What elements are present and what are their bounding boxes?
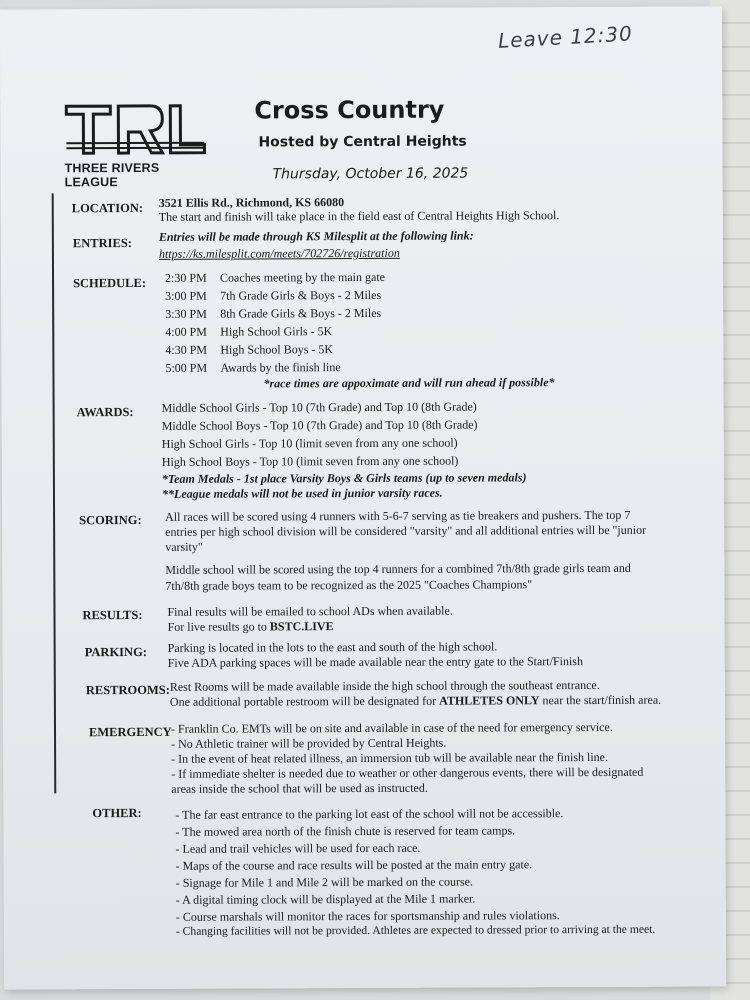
location-detail: The start and finish will take place in the field east of Central Heights High School. bbox=[158, 208, 560, 224]
league-logo bbox=[64, 103, 209, 190]
schedule-event: Awards by the finish line bbox=[220, 360, 341, 375]
page-subtitle: Hosted by Central Heights bbox=[258, 133, 467, 151]
entries-link[interactable]: https://ks.milesplit.com/meets/702726/registration bbox=[158, 245, 400, 261]
emergency-label: EMERGENCY bbox=[88, 724, 172, 740]
schedule-event: Coaches meeting by the main gate bbox=[220, 269, 386, 285]
results-text: For live results go to BSTC.LIVE bbox=[167, 619, 334, 634]
flyer-page bbox=[0, 6, 726, 989]
scoring-text: Middle school will be scored using the top 4 runners for a combined 7th/8th grade girls team and bbox=[165, 560, 631, 577]
other-item: - A digital timing clock will be displayed at the Mile 1 marker. bbox=[175, 891, 476, 907]
other-item: - The far east entrance to the parking lot east of the school will not be accessible. bbox=[175, 806, 564, 822]
league-name: THREE RIVERS LEAGUE bbox=[64, 160, 160, 190]
other-item: - Changing facilities will not be provided. Athletes are expected to dressed prior to arriving at the meet. bbox=[175, 922, 656, 938]
award-line: High School Boys - Top 10 (limit seven from any one school) bbox=[161, 453, 459, 469]
entries-text: Entries will be made through KS Milesplit at the following link: bbox=[158, 228, 474, 244]
location-label: LOCATION: bbox=[71, 200, 144, 216]
emergency-text: - In the event of heat related illness, an immersion tub will be available near the finish line. bbox=[171, 749, 609, 766]
results-label: RESULTS: bbox=[82, 607, 143, 623]
schedule-time: 4:30 PM bbox=[165, 342, 208, 357]
other-item: - The mowed area north of the finish chute is reserved for team camps. bbox=[175, 823, 516, 839]
restrooms-label: RESTROOMS: bbox=[85, 682, 170, 698]
award-line: Middle School Boys - Top 10 (7th Grade) and Top 10 (8th Grade) bbox=[161, 417, 478, 433]
schedule-time: 3:00 PM bbox=[165, 288, 207, 303]
other-item: - Maps of the course and race results will be posted at the main entry gate. bbox=[175, 857, 533, 873]
left-rule bbox=[52, 193, 57, 793]
handwritten-note: Leave 12:30 bbox=[497, 21, 634, 53]
parking-label: PARKING: bbox=[84, 644, 147, 660]
restrooms-text: Rest Rooms will be made available inside the high school through the southeast entrance. bbox=[169, 677, 600, 694]
page-title: Cross Country bbox=[254, 95, 445, 125]
other-item: - Signage for Mile 1 and Mile 2 will be marked on the course. bbox=[175, 874, 473, 890]
location-address: 3521 Ellis Rd., Richmond, KS 66080 bbox=[158, 195, 345, 210]
meet-date: Thursday, October 16, 2025 bbox=[272, 165, 469, 183]
award-note: **League medals will not be used in junior varsity races. bbox=[161, 485, 443, 501]
award-line: High School Girls - Top 10 (limit seven from any one school) bbox=[161, 435, 458, 451]
restrooms-text: One additional portable restroom will be designated for ATHLETES ONLY near the start/finish area. bbox=[169, 692, 662, 709]
schedule-time: 4:00 PM bbox=[165, 324, 207, 339]
emergency-text: areas inside the school that will be used as instructed. bbox=[171, 780, 428, 796]
schedule-event: High School Girls - 5K bbox=[220, 324, 333, 339]
other-item: - Course marshals will monitor the races for sportsmanship and rules violations. bbox=[175, 908, 560, 924]
schedule-event: 7th Grade Girls & Boys - 2 Miles bbox=[220, 287, 382, 303]
schedule-event: 8th Grade Girls & Boys - 2 Miles bbox=[220, 305, 382, 321]
schedule-time: 2:30 PM bbox=[165, 270, 207, 285]
entries-label: ENTRIES: bbox=[72, 236, 132, 251]
award-line: Middle School Girls - Top 10 (7th Grade) and Top 10 (8th Grade) bbox=[161, 399, 477, 415]
awards-label: AWARDS: bbox=[76, 405, 134, 420]
parking-text: Five ADA parking spaces will be made available near the entry gate to the Start/Finish bbox=[167, 654, 583, 670]
parking-text: Parking is located in the lots to the east and south of the high school. bbox=[167, 639, 498, 655]
tri-logo-icon bbox=[64, 103, 206, 160]
other-label: OTHER: bbox=[92, 805, 142, 821]
scoring-text: All races will be scored using 4 runners with 5-6-7 serving as tie breakers and pushers. The top 7 bbox=[165, 507, 631, 524]
emergency-text: - If immediate shelter is needed due to weather or other dangerous events, there will be designated bbox=[171, 764, 644, 781]
schedule-note: *race times are appoximate and will run ahead if possible* bbox=[263, 375, 555, 391]
scoring-text: 7th/8th grade boys team to be recognized as the 2025 "Coaches Champions" bbox=[165, 577, 533, 593]
emergency-text: - Franklin Co. EMTs will be on site and available in case of the need for emergency service. bbox=[170, 719, 613, 736]
scoring-label: SCORING: bbox=[79, 512, 142, 528]
other-item: - Lead and trail vehicles will be used for each race. bbox=[175, 840, 421, 856]
results-text: Final results will be emailed to school ADs when available. bbox=[167, 603, 453, 619]
emergency-text: - No Athletic trainer will be provided by Central Heights. bbox=[171, 735, 447, 751]
live-results-link[interactable]: BSTC.LIVE bbox=[269, 619, 334, 634]
schedule-time: 5:00 PM bbox=[165, 360, 208, 375]
schedule-label: SCHEDULE: bbox=[73, 275, 147, 291]
schedule-time: 3:30 PM bbox=[165, 306, 207, 321]
scoring-text: varsity" bbox=[165, 539, 203, 554]
schedule-event: High School Boys - 5K bbox=[220, 342, 334, 357]
scoring-text: entries per high school division will be considered "varsity" and all additional entries will be "junior bbox=[165, 522, 647, 539]
award-note: *Team Medals - 1st place Varsity Boys & Girls teams (up to seven medals) bbox=[161, 470, 527, 486]
